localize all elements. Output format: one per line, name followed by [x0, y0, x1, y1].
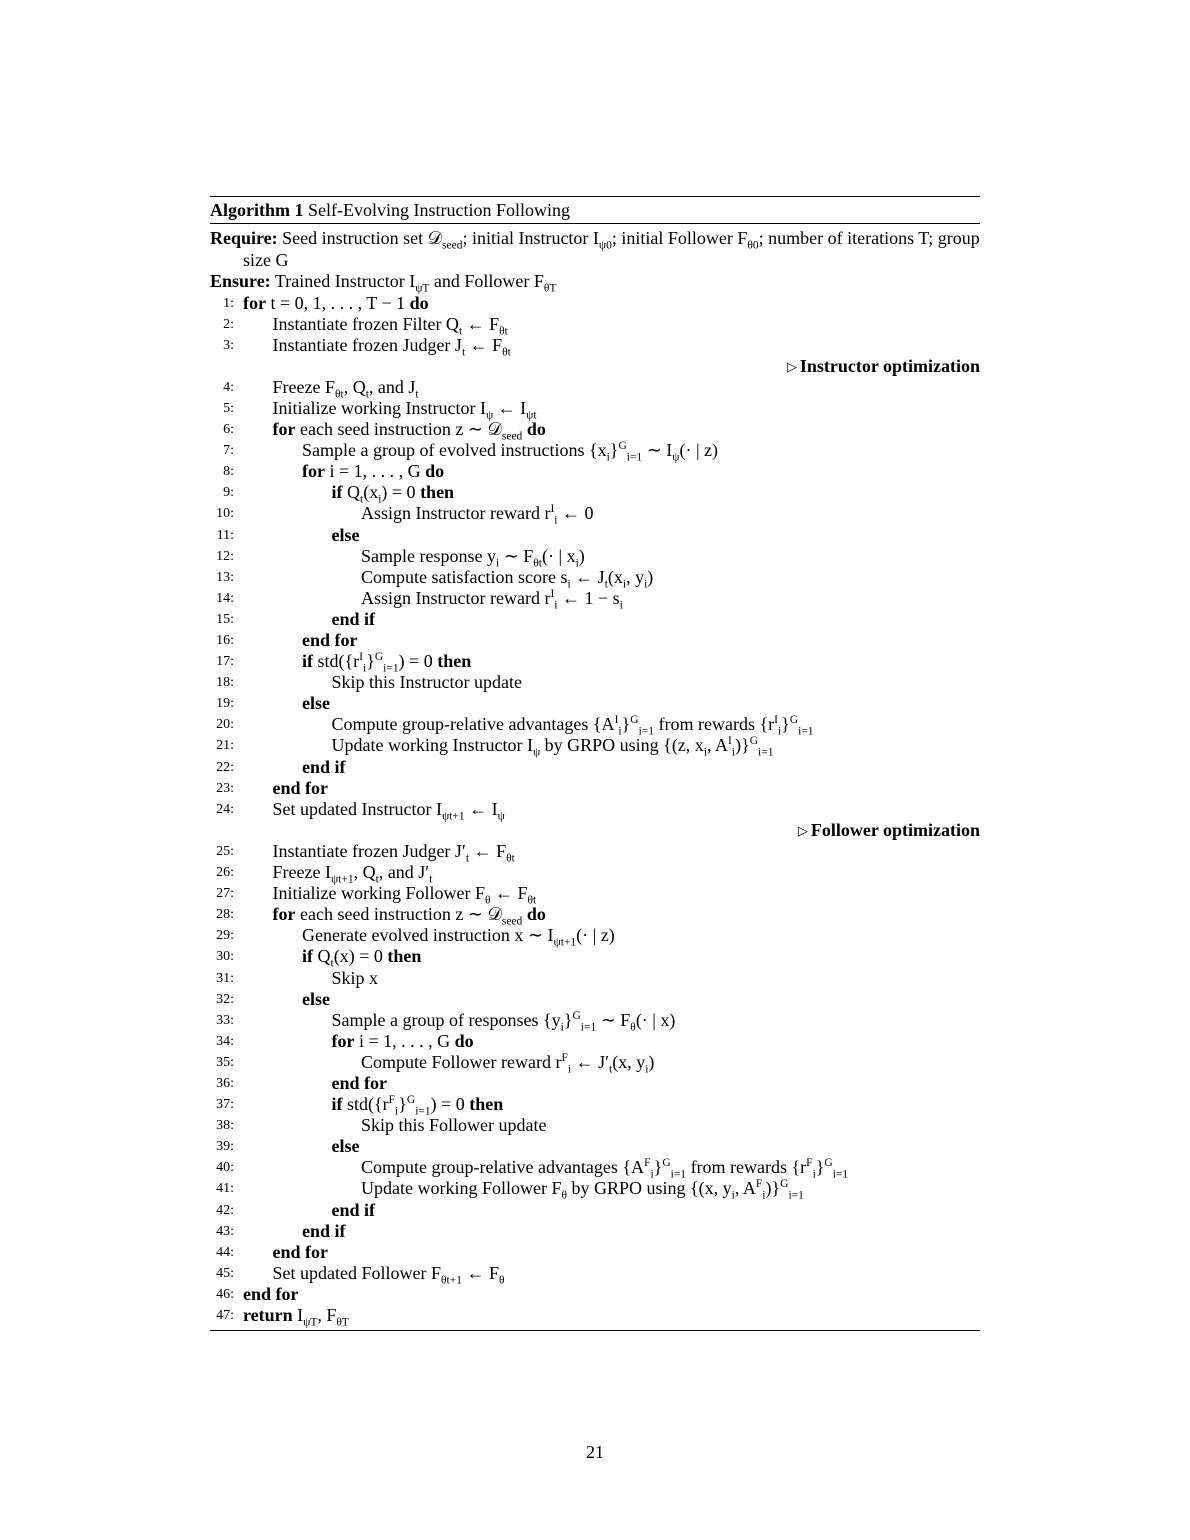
line-code — [331, 714, 814, 738]
line-number: 40: — [216, 1160, 234, 1176]
algorithm-line — [210, 1115, 980, 1136]
line-text: each seed instruction z ∼ 𝒟$_{seed}$ — [295, 904, 523, 928]
line-number: 12: — [216, 548, 234, 564]
algorithm-line — [210, 376, 980, 401]
algorithm-line — [210, 293, 980, 314]
line-number: 36: — [216, 1075, 234, 1091]
line-number: 17: — [216, 654, 234, 670]
line-number: 30: — [216, 949, 234, 965]
line-number: 28: — [216, 907, 234, 923]
line-text: Assign Instructor reward $r^I_i$ ← 0 — [361, 503, 594, 528]
keyword: else — [331, 1136, 360, 1157]
line-code — [302, 651, 472, 675]
line-number: 41: — [216, 1181, 234, 1197]
line-code — [302, 1221, 346, 1242]
line-number: 22: — [216, 759, 234, 775]
line-number: 35: — [216, 1054, 234, 1070]
algorithm-line — [210, 419, 980, 443]
line-code — [332, 1031, 474, 1052]
line-code — [332, 968, 379, 989]
algorithm-line — [210, 566, 980, 591]
algorithm-line — [210, 1178, 980, 1203]
line-text: $std(\{r^F_i\}^G_{i=1}) = 0$ — [342, 1094, 465, 1118]
keyword: else — [302, 988, 330, 1009]
line-code — [332, 1073, 388, 1094]
keyword-end: do — [405, 292, 429, 313]
keyword: end if — [302, 756, 346, 777]
algorithm-line — [210, 714, 980, 738]
algorithm-line — [210, 482, 980, 506]
line-code — [302, 757, 346, 778]
line-code — [302, 693, 330, 714]
algorithm-line — [210, 1051, 980, 1076]
line-code — [361, 587, 623, 612]
line-number: 32: — [216, 991, 234, 1007]
line-number: 34: — [216, 1033, 234, 1049]
require-label: Require: — [210, 228, 278, 248]
algorithm-line — [210, 672, 980, 693]
line-code — [302, 440, 719, 464]
keyword-end: then — [432, 651, 472, 672]
algorithm-line — [210, 545, 980, 570]
line-code — [361, 545, 585, 570]
algorithm-line — [210, 609, 980, 630]
line-number: 5: — [223, 400, 234, 416]
line-number: 11: — [216, 527, 234, 543]
algorithm-block — [210, 196, 980, 1331]
line-number: 39: — [216, 1139, 234, 1155]
algorithm-line — [210, 968, 980, 989]
line-number: 24: — [216, 801, 234, 817]
algorithm-line — [210, 989, 980, 1010]
algorithm-line — [210, 1157, 980, 1181]
algorithm-line — [210, 757, 980, 778]
algorithm-line — [210, 1305, 980, 1329]
line-text: each seed instruction z ∼ 𝒟$_{seed}$ — [295, 419, 523, 443]
line-number: 8: — [223, 464, 234, 480]
keyword: return — [243, 1305, 293, 1325]
line-code — [361, 1178, 804, 1203]
line-code — [272, 334, 511, 359]
line-code — [243, 1284, 299, 1305]
line-code — [273, 1242, 329, 1263]
line-number: 37: — [216, 1097, 234, 1113]
line-number: 45: — [216, 1265, 234, 1281]
line-code — [272, 862, 433, 886]
keyword: end for — [272, 777, 328, 798]
line-number: 20: — [216, 717, 234, 733]
keyword: end for — [331, 1072, 387, 1093]
algorithm-line — [210, 1031, 980, 1052]
keyword-end: do — [522, 419, 546, 440]
line-number: 18: — [216, 675, 234, 691]
line-code — [361, 1051, 655, 1076]
line-text: Compute Follower reward $r^F_i$ ← $J'_t(x$, $y_i$) — [361, 1051, 655, 1076]
keyword-end: do — [420, 461, 445, 482]
keyword: end if — [331, 1199, 376, 1220]
ensure-clause — [210, 271, 980, 293]
keyword: else — [302, 693, 330, 714]
line-text: Skip x — [331, 967, 379, 988]
algorithm-line — [210, 1136, 980, 1157]
line-code — [272, 397, 537, 422]
keyword: end if — [331, 608, 376, 629]
line-code — [331, 1009, 676, 1034]
line-number: 4: — [223, 379, 234, 395]
line-code — [272, 883, 537, 907]
line-number: 7: — [223, 443, 234, 459]
line-text: Instantiate frozen Filter $Q_t$ ← $F_{\theta t}$ — [272, 313, 508, 338]
line-number: 33: — [216, 1012, 234, 1028]
line-text: Instantiate frozen Judger $J_t$ ← $F_{\theta t}$ — [272, 334, 511, 359]
line-text: Skip this Instructor update — [331, 672, 522, 693]
keyword-end: then — [415, 482, 455, 503]
line-number: 31: — [216, 970, 234, 986]
algorithm-line — [210, 1221, 980, 1242]
keyword: end for — [272, 1241, 328, 1262]
line-code — [243, 1305, 349, 1329]
keyword: for — [272, 419, 296, 440]
line-text: Set updated Follower $F_{\theta t+1}$ ← $F_\theta$ — [272, 1262, 505, 1287]
line-text: Freeze $I_{\psi t+1}$, $Q_t$, and $J'_t$ — [272, 862, 433, 886]
page-number: 21 — [586, 1442, 604, 1462]
algorithm-line — [210, 735, 980, 760]
algorithm-caption — [210, 197, 980, 223]
line-text: Compute group-relative advantages $\{A^F_i\}^G_{i=1}$ from rewards $\{r^F_i\}^G_{i=1}$ — [361, 1157, 849, 1181]
line-text: i = 1, . . . , G — [324, 461, 421, 482]
line-text: $Q_t(x_i) = 0$ — [342, 482, 416, 506]
algorithm-line — [210, 1242, 980, 1263]
line-number: 6: — [223, 422, 234, 438]
algorithm-line — [210, 883, 980, 907]
line-text: Skip this Follower update — [361, 1115, 547, 1136]
line-text: Update working Follower $F_\theta$ by GRPO using {(x, $y_i$, $A^F_i)\}^G_{i=1}$ — [361, 1178, 804, 1203]
algorithm-line — [210, 778, 980, 799]
algorithm-title: Self-Evolving Instruction Following — [308, 200, 570, 220]
ensure-label: Ensure: — [210, 271, 271, 291]
comment-follower-optimization — [210, 820, 980, 841]
keyword: end for — [302, 630, 358, 650]
line-code — [361, 1157, 849, 1181]
line-number: 19: — [216, 696, 234, 712]
line-code — [332, 672, 522, 693]
algorithm-line — [210, 693, 980, 714]
line-text: $I_{\psi T}$, $F_{\theta T}$ — [292, 1305, 349, 1329]
algorithm-label: Algorithm 1 — [210, 200, 304, 220]
line-text: Sample response $y_i$ ∼ $F_{\theta t}(\cdot$ | $x_i$) — [361, 545, 585, 570]
algorithm-line — [210, 587, 980, 612]
line-text: Compute group-relative advantages $\{A^I_i\}^G_{i=1}$ from rewards $\{r^I_i\}^G_{i=1}$ — [331, 714, 814, 738]
bottom-rule — [210, 1330, 980, 1331]
keyword: for — [331, 1030, 355, 1051]
keyword: end for — [243, 1283, 299, 1304]
line-number: 26: — [216, 865, 234, 881]
line-text: Update working Instructor $I_\psi$ by GRPO using {(z, $x_i$, $A^I_i)\}^G_{i=1}$ — [331, 735, 774, 760]
algorithm-line — [210, 651, 980, 675]
line-text: $std(\{r^I_i\}^G_{i=1}) = 0$ — [313, 651, 433, 675]
line-code — [272, 376, 419, 401]
line-text: Sample a group of evolved instructions $\{x_i\}^G_{i=1}$ ∼ $I_\psi(\cdot$ | z) — [302, 440, 719, 464]
line-code — [272, 840, 515, 865]
line-number: 42: — [216, 1202, 234, 1218]
algorithm-line — [210, 925, 980, 949]
algorithm-line — [210, 313, 980, 338]
line-code — [361, 1115, 547, 1136]
keyword: end if — [302, 1220, 346, 1241]
algorithm-line — [210, 334, 980, 359]
algorithm-line — [210, 904, 980, 928]
line-code — [332, 1136, 360, 1157]
algorithm-line — [210, 1200, 980, 1221]
line-number: 2: — [223, 316, 234, 332]
line-number: 47: — [216, 1308, 234, 1323]
line-number: 1: — [223, 295, 234, 311]
line-code — [361, 566, 654, 591]
line-code — [332, 525, 360, 546]
keyword: if — [302, 651, 313, 672]
line-code — [331, 735, 774, 760]
algorithm-line — [210, 1094, 980, 1118]
line-number: 43: — [216, 1223, 234, 1239]
keyword: if — [302, 946, 313, 967]
line-text: Generate evolved instruction x ∼ $I_{\psi t+1}(\cdot$ | z) — [302, 925, 615, 949]
line-number: 10: — [216, 506, 234, 522]
algorithm-line — [210, 946, 980, 970]
line-text: i = 1, . . . , G — [354, 1030, 451, 1051]
line-number: 38: — [216, 1118, 234, 1134]
keyword: for — [272, 904, 296, 925]
comment-triangle-icon: ▷ — [786, 358, 797, 374]
require-text: Seed instruction set 𝒟$_{seed}$; initial Instructor $I_{\psi 0}$; initial Follower $F_{\theta 0}$; number of iterations T; group size G — [243, 228, 980, 270]
algorithm-line — [210, 461, 980, 482]
algorithm-line — [210, 798, 980, 823]
line-text: Initialize working Instructor $I_\psi$ ← $I_{\psi t}$ — [272, 397, 537, 422]
line-code — [302, 925, 615, 949]
algorithm-line — [210, 440, 980, 464]
require-clause — [210, 228, 980, 271]
line-number: 3: — [223, 337, 234, 353]
line-code — [331, 1094, 504, 1118]
line-text: Sample a group of responses $\{y_i\}^G_{i=1}$ ∼ $F_\theta(\cdot$ | x) — [331, 1009, 676, 1034]
line-code — [302, 461, 444, 482]
line-code — [272, 313, 508, 338]
line-text: Instantiate frozen Judger $J'_t$ ← $F_{\theta t}$ — [272, 840, 515, 865]
line-code — [272, 419, 546, 443]
algorithm-line — [210, 1009, 980, 1034]
line-number: 21: — [216, 738, 234, 754]
line-number: 9: — [223, 485, 234, 501]
line-code — [331, 482, 455, 506]
line-text: Set updated Instructor $I_{\psi t+1}$ ← $I_\psi$ — [272, 798, 505, 823]
keyword: for — [243, 292, 266, 313]
algorithm-body — [210, 224, 980, 1330]
algorithm-line — [210, 840, 980, 865]
line-text: Freeze $F_{\theta t}$, $Q_t$, and $J_t$ — [272, 376, 419, 401]
line-number: 46: — [216, 1286, 234, 1302]
line-number: 13: — [216, 569, 234, 585]
ensure-text: Trained Instructor $I_{\psi T}$ and Follower $F_{\theta T}$ — [274, 271, 557, 295]
algorithm-lines — [210, 293, 980, 1327]
line-number: 25: — [216, 843, 234, 859]
line-code — [243, 293, 429, 314]
keyword: for — [302, 461, 325, 482]
line-number: 27: — [216, 886, 234, 902]
line-number: 23: — [216, 780, 234, 796]
keyword-end: do — [450, 1030, 474, 1051]
comment-text: Instructor optimization — [799, 355, 980, 376]
keyword: else — [331, 524, 360, 545]
line-number: 14: — [216, 590, 234, 606]
line-code — [302, 989, 330, 1010]
keyword-end: then — [464, 1094, 504, 1115]
line-code — [302, 946, 422, 970]
algorithm-line — [210, 1262, 980, 1287]
line-text: $Q_t(x) = 0$ — [313, 946, 383, 970]
line-text: Compute satisfaction score $s_i$ ← $J_t(x_i$, $y_i$) — [361, 566, 654, 591]
comment-text: Follower optimization — [810, 819, 980, 840]
line-text: Initialize working Follower $F_\theta$ ← $F_{\theta t}$ — [272, 883, 537, 907]
line-code — [272, 904, 546, 928]
algorithm-line — [210, 630, 980, 651]
algorithm-line — [210, 1284, 980, 1305]
line-code — [272, 798, 505, 823]
line-number: 44: — [216, 1244, 234, 1260]
line-code — [302, 630, 358, 651]
line-code — [272, 1262, 505, 1287]
line-code — [361, 503, 594, 528]
algorithm-line — [210, 397, 980, 422]
line-number: 29: — [216, 928, 234, 944]
keyword-end: then — [382, 946, 422, 967]
algorithm-line — [210, 1073, 980, 1094]
line-number: 16: — [216, 633, 234, 648]
algorithm-line — [210, 525, 980, 546]
keyword: if — [331, 1094, 343, 1115]
keyword-end: do — [522, 904, 546, 925]
comment-instructor-optimization — [210, 356, 980, 377]
line-text: t = 0, 1, . . . , T − 1 — [265, 292, 406, 313]
line-number: 15: — [216, 611, 234, 627]
line-text: Assign Instructor reward $r^I_i$ ← $1 - s_i$ — [361, 587, 623, 612]
keyword: if — [331, 482, 343, 503]
line-code — [332, 609, 376, 630]
line-code — [273, 778, 329, 799]
comment-triangle-icon: ▷ — [797, 822, 808, 838]
algorithm-line — [210, 862, 980, 886]
algorithm-line — [210, 503, 980, 528]
line-code — [332, 1200, 376, 1221]
